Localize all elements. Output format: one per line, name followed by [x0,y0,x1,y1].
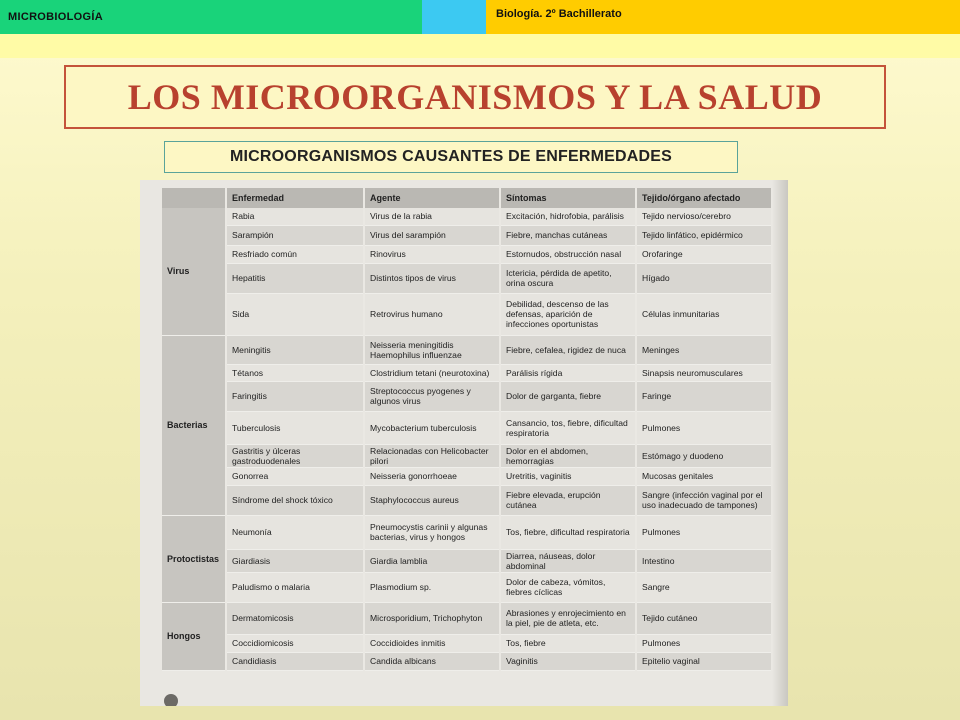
cell-agente: Relacionadas con Helicobacter pilori [364,444,500,467]
disease-table [162,188,773,671]
cell-tejido: Faringe [636,381,772,411]
cell-enfermedad: Candidiasis [226,652,364,670]
cell-agente: Clostridium tetani (neurotoxina) [364,364,500,381]
cell-agente: Rinovirus [364,245,500,263]
header-enfermedad: Enfermedad [226,188,364,208]
table-row [162,208,772,225]
table-row [162,634,772,652]
cell-agente: Neisseria gonorrhoeae [364,467,500,485]
cell-sintomas: Excitación, hidrofobia, parálisis [500,208,636,225]
cell-sintomas: Dolor de cabeza, vómitos, fiebres cíclicas [500,572,636,602]
header-agente: Agente [364,188,500,208]
header-strip [0,34,960,58]
table-row [162,263,772,293]
cell-agente: Plasmodium sp. [364,572,500,602]
cell-tejido: Orofaringe [636,245,772,263]
cell-agente: Candida albicans [364,652,500,670]
table-row [162,652,772,670]
cell-sintomas: Tos, fiebre [500,634,636,652]
table-row [162,444,772,467]
cell-tejido: Sangre [636,572,772,602]
cell-sintomas: Debilidad, descenso de las defensas, aparición de infecciones oportunistas [500,293,636,335]
cell-tejido: Sangre (infección vaginal por el uso inadecuado de tampones) [636,485,772,515]
cell-enfermedad: Tétanos [226,364,364,381]
cell-enfermedad: Rabia [226,208,364,225]
cell-sintomas: Uretritis, vaginitis [500,467,636,485]
table-header-row [162,188,772,208]
cell-agente: Virus del sarampión [364,225,500,245]
table-row [162,225,772,245]
cell-tejido: Meninges [636,335,772,364]
cell-tejido: Pulmones [636,411,772,444]
header-group [162,188,226,208]
cell-enfermedad: Paludismo o malaria [226,572,364,602]
scan-corner-dot [164,694,178,706]
cell-tejido: Sinapsis neuromusculares [636,364,772,381]
cell-agente: Virus de la rabia [364,208,500,225]
cell-enfermedad: Dermatomicosis [226,602,364,634]
cell-tejido: Células inmunitarias [636,293,772,335]
cell-tejido: Tejido nervioso/cerebro [636,208,772,225]
cell-enfermedad: Tuberculosis [226,411,364,444]
cell-tejido: Hígado [636,263,772,293]
cell-tejido: Epitelio vaginal [636,652,772,670]
cell-sintomas: Tos, fiebre, dificultad respiratoria [500,515,636,549]
cell-sintomas: Abrasiones y enrojecimiento en la piel, pie de atleta, etc. [500,602,636,634]
title-box [64,65,886,129]
cell-tejido: Tejido linfático, epidérmico [636,225,772,245]
cell-agente: Neisseria meningitidis Haemophilus influenzae [364,335,500,364]
cell-sintomas: Estornudos, obstrucción nasal [500,245,636,263]
header-sintomas: Síntomas [500,188,636,208]
cell-tejido: Intestino [636,549,772,572]
table-row [162,485,772,515]
subtitle-box [164,141,738,173]
cell-agente: Retrovirus humano [364,293,500,335]
cell-agente: Mycobacterium tuberculosis [364,411,500,444]
page-subtitle: MICROORGANISMOS CAUSANTES DE ENFERMEDADES [229,148,672,165]
cell-tejido: Pulmones [636,634,772,652]
table-row [162,467,772,485]
cell-agente: Pneumocystis carinii y algunas bacterias, virus y hongos [364,515,500,549]
table-row [162,293,772,335]
cell-sintomas: Fiebre elevada, erupción cutánea [500,485,636,515]
cell-enfermedad: Resfriado común [226,245,364,263]
cell-enfermedad: Neumonía [226,515,364,549]
cell-agente: Staphylococcus aureus [364,485,500,515]
top-bar [0,0,960,34]
table-row [162,515,772,549]
cell-enfermedad: Sarampión [226,225,364,245]
group-label-hongos: Hongos [162,602,226,670]
course-label: MICROBIOLOGÍA [8,11,103,23]
cell-sintomas: Ictericia, pérdida de apetito, orina oscura [500,263,636,293]
cell-tejido: Tejido cutáneo [636,602,772,634]
cell-enfermedad: Gonorrea [226,467,364,485]
header-tejido: Tejido/órgano afectado [636,188,772,208]
cell-enfermedad: Meningitis [226,335,364,364]
group-label-virus: Virus [162,208,226,335]
cell-tejido: Pulmones [636,515,772,549]
cell-enfermedad: Faringitis [226,381,364,411]
cell-sintomas: Dolor en el abdomen, hemorragias [500,444,636,467]
table-row [162,364,772,381]
cell-sintomas: Fiebre, cefalea, rigidez de nuca [500,335,636,364]
table-row [162,602,772,634]
cell-enfermedad: Giardiasis [226,549,364,572]
table-row [162,411,772,444]
cell-enfermedad: Síndrome del shock tóxico [226,485,364,515]
cell-enfermedad: Gastritis y úlceras gastroduodenales [226,444,364,467]
table-row [162,381,772,411]
cell-sintomas: Cansancio, tos, fiebre, dificultad respiratoria [500,411,636,444]
cell-tejido: Estómago y duodeno [636,444,772,467]
cell-sintomas: Vaginitis [500,652,636,670]
cell-agente: Microsporidium, Trichophyton [364,602,500,634]
group-label-protoctistas: Protoctistas [162,515,226,602]
scanned-table-image [140,180,788,706]
cell-enfermedad: Sida [226,293,364,335]
cell-sintomas: Fiebre, manchas cutáneas [500,225,636,245]
cell-sintomas: Parálisis rígida [500,364,636,381]
page-title: LOS MICROORGANISMOS Y LA SALUD [127,77,823,117]
cell-agente: Coccidioides inmitis [364,634,500,652]
table-row [162,549,772,572]
table-row [162,335,772,364]
table-row [162,245,772,263]
group-label-bacterias: Bacterias [162,335,226,515]
cell-sintomas: Dolor de garganta, fiebre [500,381,636,411]
cell-enfermedad: Coccidiomicosis [226,634,364,652]
cell-tejido: Mucosas genitales [636,467,772,485]
cell-agente: Giardia lamblia [364,549,500,572]
cell-sintomas: Diarrea, náuseas, dolor abdominal [500,549,636,572]
table-row [162,572,772,602]
cell-enfermedad: Hepatitis [226,263,364,293]
cell-agente: Distintos tipos de virus [364,263,500,293]
header-cyan-block [422,0,486,34]
subject-level-label: Biología. 2º Bachillerato [496,8,622,20]
cell-agente: Streptococcus pyogenes y algunos virus [364,381,500,411]
